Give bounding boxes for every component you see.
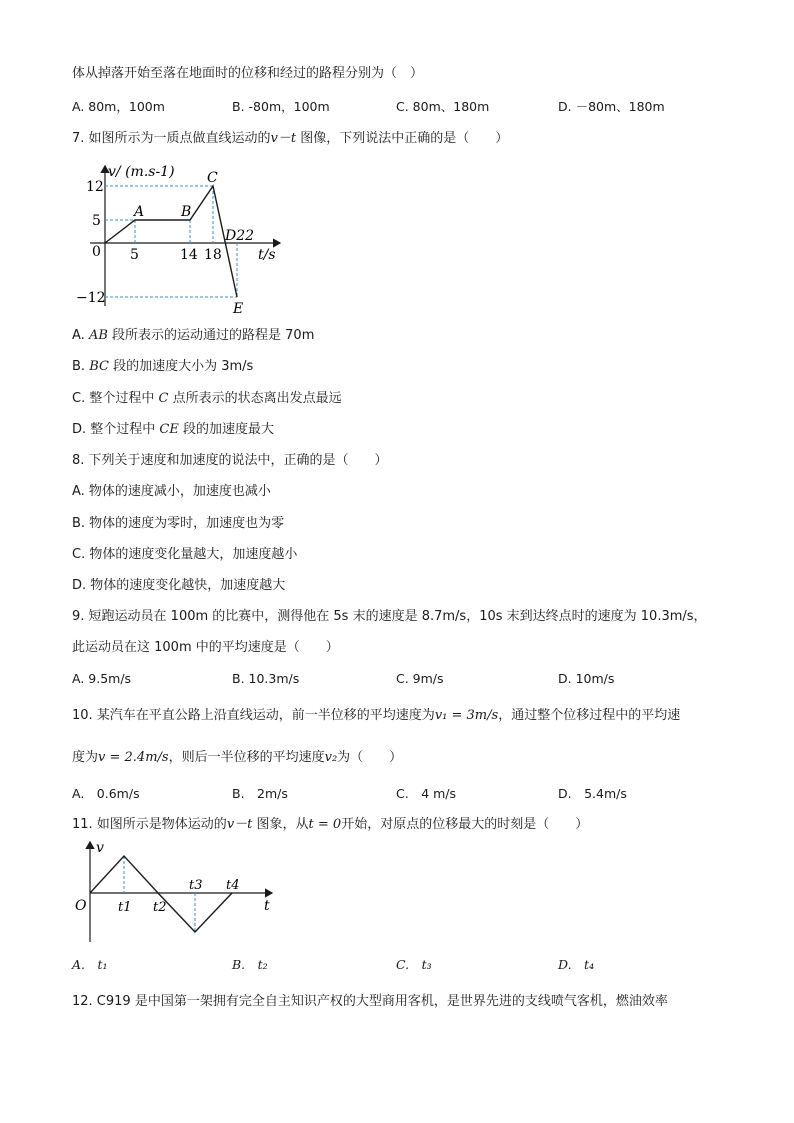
q10-option-a: A. 0.6m/s — [72, 786, 140, 801]
q10-stem-line2 — [72, 750, 402, 766]
q7-y-tick-neg12: −12 — [76, 290, 106, 306]
q7-option-d-pre: D. 整个过程中 — [72, 422, 160, 437]
q10-stem1-math: v₁ = 3m/s — [434, 708, 499, 723]
q11-stem — [72, 817, 588, 833]
q11-stem-math2: t = 0 — [308, 817, 342, 832]
q7-stem-a: 7. 如图所示为一质点做直线运动的 — [72, 131, 271, 146]
q11-tick-t1: t1 — [118, 900, 132, 915]
q6-stem-tail: 体从掉落开始至落在地面时的位移和经过的路程分别为（ ） — [72, 66, 424, 81]
q11-option-b: B. t₂ — [232, 957, 268, 972]
q10-option-b: B. 2m/s — [232, 786, 288, 801]
q7-point-e: E — [233, 301, 244, 317]
q8-option-c: C. 物体的速度变化量越大，加速度越小 — [72, 547, 298, 562]
q10-stem2-a: 度为 — [72, 750, 99, 765]
q10-stem1-b: ，通过整个位移过程中的平均速 — [498, 708, 681, 723]
q12-stem: 12. C919 是中国第一架拥有完全自主知识产权的大型商用客机，是世界先进的支线喷气客机，燃油效率 — [72, 994, 668, 1009]
q11-option-a: A. t₁ — [72, 957, 108, 972]
q8-stem: 8. 下列关于速度和加速度的说法中，正确的是（ ） — [72, 453, 388, 468]
q6-options — [72, 99, 732, 115]
q9-options — [72, 671, 732, 687]
q9-option-d: D. 10m/s — [558, 671, 615, 686]
q10-options — [72, 786, 732, 802]
q7-y-tick-12: 12 — [86, 179, 104, 195]
q11-options — [72, 957, 732, 973]
q9-stem-line1: 9. 短跑运动员在 100m 的比赛中，测得他在 5s 末的速度是 8.7m/s，10s 末到达终点时的速度为 10.3m/s， — [72, 609, 707, 624]
q7-vt-graph — [72, 158, 292, 318]
q9-stem-line2: 此运动员在这 100m 中的平均速度是（ ） — [72, 640, 339, 655]
q10-stem2-c: 为（ ） — [337, 750, 403, 765]
q7-option-c-math: C — [158, 391, 169, 406]
q7-option-c-post: 点所表示的状态离出发点最远 — [168, 391, 342, 406]
q7-vt-curve — [105, 186, 237, 297]
q7-x-tick-18: 18 — [204, 247, 222, 263]
q7-y-tick-0: 0 — [92, 244, 101, 260]
q7-point-c: C — [207, 170, 218, 186]
q11-origin: O — [75, 898, 87, 914]
q7-option-a-pre: A. — [72, 328, 89, 343]
q11-option-d: D. t₄ — [558, 957, 595, 972]
q7-option-a-math: AB — [88, 328, 108, 343]
q6-option-c: C. 80m、180m — [396, 99, 490, 114]
q11-tick-t2: t2 — [153, 900, 167, 915]
q11-stem-a: 11. 如图所示是物体运动的 — [72, 817, 227, 832]
q6-option-a: A. 80m，100m — [72, 99, 165, 114]
q7-t-label: t/s — [258, 247, 276, 263]
q7-option-b-pre: B. — [72, 359, 90, 374]
q7-point-b: B — [181, 204, 192, 220]
q7-option-c — [72, 391, 342, 407]
q8-option-b: B. 物体的速度为零时，加速度也为零 — [72, 516, 285, 531]
q8-option-a: A. 物体的速度减小，加速度也减小 — [72, 484, 271, 499]
q11-tick-t3: t3 — [189, 878, 203, 893]
q10-stem2-math: v = 2.4m/s — [98, 750, 169, 765]
q7-option-b-math: BC — [89, 359, 109, 374]
q7-point-a: A — [134, 204, 145, 220]
q11-vt-curve — [90, 856, 232, 932]
q7-stem — [72, 131, 508, 147]
q10-option-d: D. 5.4m/s — [558, 786, 627, 801]
q7-option-b-post: 段的加速度大小为 3m/s — [108, 359, 254, 374]
q7-y-label: v/ (m.s-1) — [108, 164, 175, 180]
q7-option-a-post: 段所表示的运动通过的路程是 70m — [107, 328, 315, 343]
q7-point-d22: D22 — [225, 228, 255, 244]
q6-option-b: B. -80m，100m — [232, 99, 330, 114]
q10-stem-line1 — [72, 708, 680, 724]
q11-stem-c: 开始，对原点的位移最大的时刻是（ ） — [341, 817, 589, 832]
q7-stem-b: 图像，下列说法中正确的是（ ） — [296, 131, 509, 146]
q11-vt-graph — [70, 838, 280, 946]
q7-x-tick-14: 14 — [180, 247, 198, 263]
q11-tick-t4: t4 — [226, 878, 240, 893]
q11-option-c: C. t₃ — [396, 957, 432, 972]
q7-option-d — [72, 422, 274, 438]
q9-option-c: C. 9m/s — [396, 671, 444, 686]
q7-option-d-post: 段的加速度最大 — [178, 422, 274, 437]
q7-y-tick-5: 5 — [92, 213, 101, 229]
q11-stem-math: v－t — [226, 817, 253, 832]
q7-option-a — [72, 328, 314, 344]
q10-stem2-b: ，则后一半位移的平均速度 — [168, 750, 325, 765]
q7-x-tick-5: 5 — [130, 247, 139, 263]
q9-option-b: B. 10.3m/s — [232, 671, 300, 686]
q7-option-c-pre: C. 整个过程中 — [72, 391, 159, 406]
q11-stem-b: 图象，从 — [252, 817, 309, 832]
q10-option-c: C. 4 m/s — [396, 786, 457, 801]
q7-option-b — [72, 359, 253, 375]
q8-option-d: D. 物体的速度变化越快，加速度越大 — [72, 578, 286, 593]
q11-t-label: t — [264, 898, 270, 914]
q7-option-d-math: CE — [159, 422, 179, 437]
q10-stem1-a: 10. 某汽车在平直公路上沿直线运动，前一半位移的平均速度为 — [72, 708, 435, 723]
q9-option-a: A. 9.5m/s — [72, 671, 132, 686]
q6-option-d: D. －80m、180m — [558, 99, 665, 114]
q10-stem2-math2: v₂ — [324, 750, 338, 765]
q11-v-label: v — [96, 840, 104, 856]
q7-stem-math: v－t — [270, 131, 297, 146]
